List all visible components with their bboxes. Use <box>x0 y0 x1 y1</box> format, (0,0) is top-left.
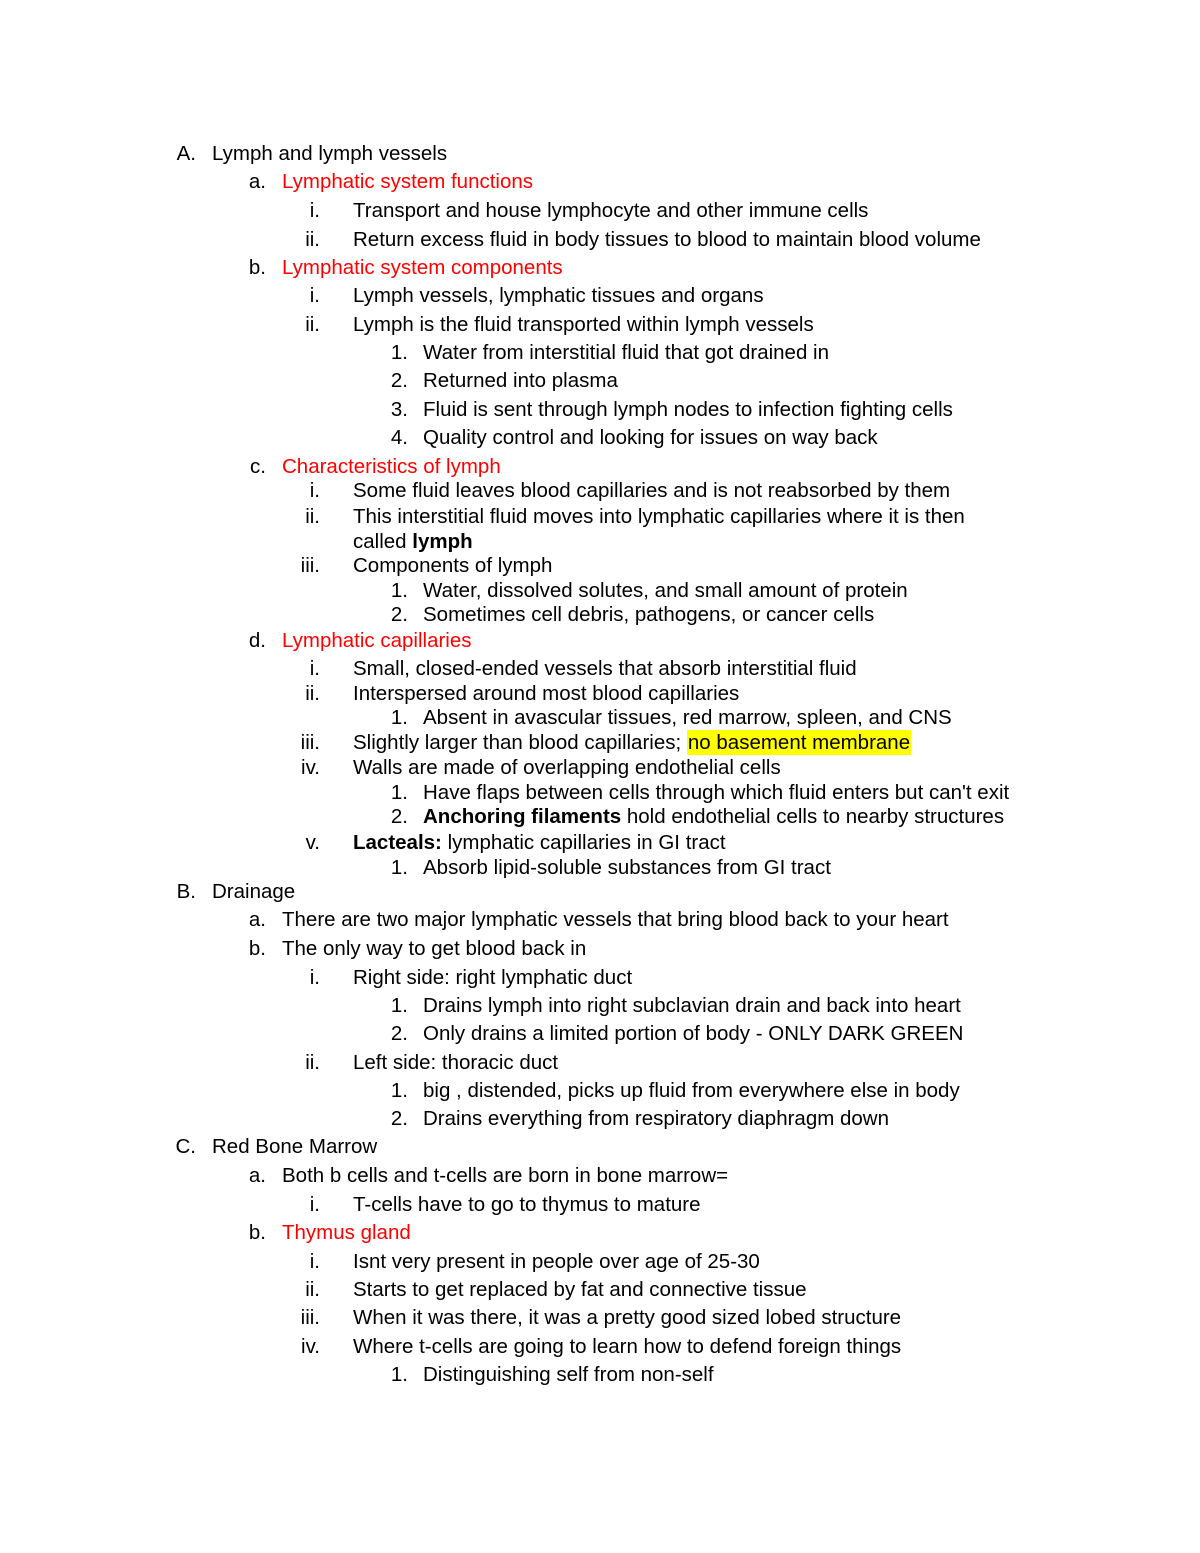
list-marker: iv. <box>301 1335 320 1358</box>
list-marker: i. <box>309 966 320 989</box>
text-segment: Sometimes cell debris, pathogens, or cancer cells <box>423 603 875 626</box>
list-marker: C. <box>175 1135 196 1158</box>
text-segment: Drainage <box>212 880 296 903</box>
outline-text <box>353 530 473 554</box>
highlighted-text: no basement membrane <box>687 731 911 754</box>
outline-text <box>353 199 868 223</box>
outline-text <box>423 781 1009 805</box>
list-marker: b. <box>248 1221 266 1244</box>
text-segment: Drains everything from respiratory diaphragm down <box>423 1107 890 1130</box>
outline-text <box>423 706 952 730</box>
outline-text <box>353 756 781 780</box>
list-marker: ii. <box>305 313 320 336</box>
list-marker: ii. <box>305 228 320 251</box>
list-marker: 2. <box>390 805 408 828</box>
outline-text <box>423 369 618 393</box>
list-marker: d. <box>248 629 266 652</box>
text-segment: This interstitial fluid moves into lymphatic capillaries where it is then <box>353 505 965 528</box>
text-segment: Both b cells and t-cells are born in bone marrow= <box>282 1164 729 1187</box>
outline-text <box>282 1221 411 1245</box>
list-marker: 3. <box>390 398 408 421</box>
list-marker: ii. <box>305 505 320 528</box>
outline-text <box>353 284 764 308</box>
outline-text <box>282 455 501 479</box>
outline-text <box>353 731 911 755</box>
list-marker: 1. <box>390 781 408 804</box>
list-marker: i. <box>309 284 320 307</box>
section-heading: Lymphatic system components <box>282 256 563 279</box>
list-marker: 2. <box>390 1107 408 1130</box>
text-segment: Red Bone Marrow <box>212 1135 378 1158</box>
outline-text <box>423 579 908 603</box>
list-marker: i. <box>309 1250 320 1273</box>
text-segment: Water, dissolved solutes, and small amount of protein <box>423 579 908 602</box>
text-segment: Walls are made of overlapping endothelial cells <box>353 756 781 779</box>
outline-text <box>423 341 829 365</box>
list-marker: v. <box>305 831 320 854</box>
outline-text <box>353 682 739 706</box>
text-segment: Interspersed around most blood capillaries <box>353 682 740 705</box>
list-marker: a. <box>248 908 266 931</box>
text-segment: Where t-cells are going to learn how to defend foreign things <box>353 1335 902 1358</box>
text-segment: Absent in avascular tissues, red marrow, spleen, and CNS <box>423 706 952 729</box>
text-segment: Small, closed-ended vessels that absorb interstitial fluid <box>353 657 857 680</box>
text-segment: Fluid is sent through lymph nodes to infection fighting cells <box>423 398 953 421</box>
outline-text <box>282 1164 728 1188</box>
list-marker: a. <box>248 170 266 193</box>
list-marker: 1. <box>390 706 408 729</box>
text-segment: Transport and house lymphocyte and other immune cells <box>353 199 869 222</box>
list-marker: c. <box>250 455 266 478</box>
outline-text <box>423 398 953 422</box>
text-segment: Components of lymph <box>353 554 553 577</box>
text-segment: Drains lymph into right subclavian drain and back into heart <box>423 994 961 1017</box>
list-marker: A. <box>176 142 196 165</box>
list-marker: 2. <box>390 1022 408 1045</box>
outline-text <box>212 880 295 904</box>
list-marker: 1. <box>390 1079 408 1102</box>
outline-text <box>282 908 949 932</box>
text-segment: T-cells have to go to thymus to mature <box>353 1193 701 1216</box>
text-segment: Distinguishing self from non-self <box>423 1363 714 1386</box>
list-marker: iii. <box>300 1306 320 1329</box>
list-marker: ii. <box>305 682 320 705</box>
outline-text <box>423 1079 960 1103</box>
text-segment: Starts to get replaced by fat and connective tissue <box>353 1278 807 1301</box>
outline-text <box>423 994 961 1018</box>
outline-text <box>353 554 552 578</box>
outline-text <box>353 657 857 681</box>
list-marker: b. <box>248 937 266 960</box>
text-segment: Left side: thoracic duct <box>353 1051 559 1074</box>
section-heading: Lymphatic capillaries <box>282 629 472 652</box>
outline-text <box>353 831 726 855</box>
outline-text <box>353 479 950 503</box>
list-marker: iv. <box>301 756 320 779</box>
text-segment: There are two major lymphatic vessels that bring blood back to your heart <box>282 908 949 931</box>
list-marker: ii. <box>305 1278 320 1301</box>
outline-text <box>282 170 533 194</box>
section-heading: Lymphatic system functions <box>282 170 534 193</box>
outline-text <box>423 426 878 450</box>
outline-text <box>282 629 472 653</box>
text-segment: Only drains a limited portion of body - ONLY DARK GREEN <box>423 1022 964 1045</box>
list-marker: B. <box>176 880 196 903</box>
list-marker: b. <box>248 256 266 279</box>
list-marker: a. <box>248 1164 266 1187</box>
text-segment: Have flaps between cells through which fluid enters but can't exit <box>423 781 1010 804</box>
outline-text <box>353 1051 558 1075</box>
list-marker: 1. <box>390 579 408 602</box>
text-segment: called <box>353 530 413 553</box>
text-segment: Slightly larger than blood capillaries; <box>353 731 687 754</box>
section-heading: Characteristics of lymph <box>282 455 501 478</box>
text-segment: The only way to get blood back in <box>282 937 587 960</box>
text-segment: Right side: right lymphatic duct <box>353 966 633 989</box>
text-segment: When it was there, it was a pretty good sized lobed structure <box>353 1306 902 1329</box>
bold-term: Lacteals: <box>353 831 442 854</box>
list-marker: 1. <box>390 1363 408 1386</box>
list-marker: iii. <box>300 731 320 754</box>
outline-text <box>423 1107 889 1131</box>
text-segment: Lymph is the fluid transported within lymph vessels <box>353 313 814 336</box>
outline-text <box>212 142 447 166</box>
text-segment: Quality control and looking for issues on way back <box>423 426 878 449</box>
outline-text <box>353 228 981 252</box>
list-marker: 2. <box>390 603 408 626</box>
text-segment: lymphatic capillaries in GI tract <box>441 831 726 854</box>
bold-term: Anchoring filaments <box>423 805 622 828</box>
outline-text <box>423 805 1004 829</box>
outline-text <box>423 856 831 880</box>
outline-text <box>423 603 874 627</box>
list-marker: i. <box>309 657 320 680</box>
outline-text <box>353 1250 760 1274</box>
text-segment: big , distended, picks up fluid from everywhere else in body <box>423 1079 960 1102</box>
text-segment: hold endothelial cells to nearby structures <box>621 805 1005 828</box>
text-segment: Absorb lipid-soluble substances from GI tract <box>423 856 831 879</box>
list-marker: i. <box>309 1193 320 1216</box>
list-marker: i. <box>309 199 320 222</box>
section-heading: Thymus gland <box>282 1221 411 1244</box>
outline-text <box>353 313 814 337</box>
text-segment: Lymph and lymph vessels <box>212 142 448 165</box>
outline-text <box>353 1193 701 1217</box>
list-marker: ii. <box>305 1051 320 1074</box>
outline-text <box>353 1278 807 1302</box>
text-segment: Some fluid leaves blood capillaries and is not reabsorbed by them <box>353 479 951 502</box>
outline-text <box>423 1363 714 1387</box>
outline-text <box>353 966 632 990</box>
list-marker: 4. <box>390 426 408 449</box>
text-segment: Water from interstitial fluid that got drained in <box>423 341 830 364</box>
outline-text <box>353 1306 901 1330</box>
text-segment: Isnt very present in people over age of 25-30 <box>353 1250 760 1273</box>
outline-text <box>282 937 586 961</box>
list-marker: 1. <box>390 341 408 364</box>
outline-text <box>212 1135 377 1159</box>
outline-text <box>353 505 965 529</box>
outline-text <box>353 1335 901 1359</box>
outline-text <box>282 256 563 280</box>
list-marker: 1. <box>390 994 408 1017</box>
outline-text <box>423 1022 963 1046</box>
list-marker: 2. <box>390 369 408 392</box>
text-segment: Lymph vessels, lymphatic tissues and organs <box>353 284 764 307</box>
bold-term: lymph <box>412 530 473 553</box>
list-marker: i. <box>309 479 320 502</box>
text-segment: Returned into plasma <box>423 369 618 392</box>
text-segment: Return excess fluid in body tissues to blood to maintain blood volume <box>353 228 981 251</box>
list-marker: 1. <box>390 856 408 879</box>
list-marker: iii. <box>300 554 320 577</box>
